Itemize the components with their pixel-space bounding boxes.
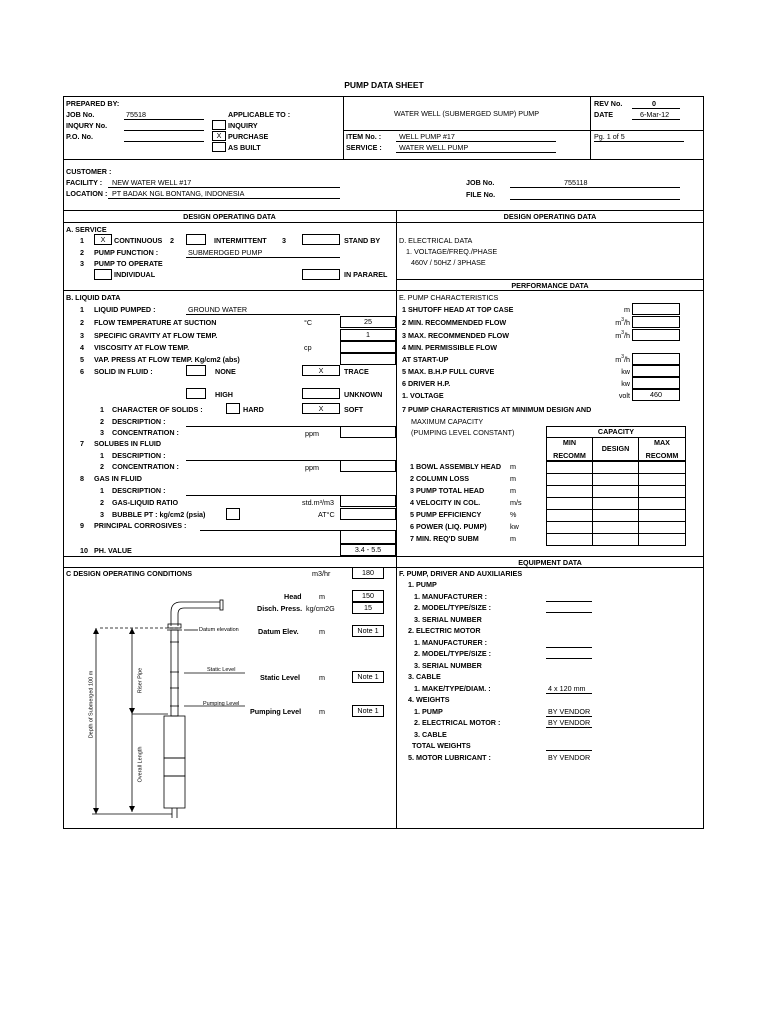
perf-row-field[interactable] xyxy=(632,353,680,365)
underline xyxy=(546,727,592,728)
underline xyxy=(186,495,340,496)
trace-label: TRACE xyxy=(344,367,369,376)
voltage-value: 460V / 50HZ / 3PHASE xyxy=(411,258,486,267)
design-data-left-header: DESIGN OPERATING DATA xyxy=(183,212,276,221)
unit: ppm xyxy=(305,429,319,438)
unit: kw xyxy=(621,379,630,388)
capacity-cell[interactable] xyxy=(638,533,686,546)
equipment-data-header: EQUIPMENT DATA xyxy=(518,558,582,567)
intermittent-label: INTERMITTENT xyxy=(214,236,267,245)
bubble-temp-field[interactable] xyxy=(340,508,396,520)
row-number: 8 xyxy=(80,474,84,483)
row-number: 2 xyxy=(170,236,174,245)
trace-checkbox[interactable]: X xyxy=(302,365,340,376)
row-number: 2 xyxy=(100,417,104,426)
unit: kg/cm2G xyxy=(306,604,335,613)
underline xyxy=(546,716,592,717)
divider xyxy=(63,159,704,160)
perf-row-label: 3 MAX. RECOMMENDED FLOW xyxy=(402,331,510,340)
rev-label: REV No. xyxy=(594,99,623,108)
service-heading: A. SERVICE xyxy=(66,225,107,234)
pump-operate-label: PUMP TO OPERATE xyxy=(94,259,163,268)
underline xyxy=(108,198,340,199)
underline xyxy=(546,658,592,659)
underline xyxy=(124,141,204,142)
individual-label: INDIVIDUAL xyxy=(114,270,156,279)
fig-static-label: Static Level xyxy=(207,667,236,673)
capacity-row-label: 6 POWER (LIQ. PUMP) xyxy=(410,522,487,531)
capacity-row-label: 4 VELOCITY IN COL. xyxy=(410,498,481,507)
purchase-checkbox[interactable]: X xyxy=(212,131,226,141)
motor-top xyxy=(164,758,185,776)
weights-label: 4. WEIGHTS xyxy=(408,695,450,704)
liquid-row-field[interactable] xyxy=(340,353,396,365)
design-data-right-header: DESIGN OPERATING DATA xyxy=(503,212,597,221)
row-number: 4 xyxy=(80,343,84,352)
customer-job-no-label: JOB No. xyxy=(466,178,495,187)
hard-label: HARD xyxy=(243,405,264,414)
column-divider xyxy=(396,210,397,829)
soft-checkbox[interactable]: X xyxy=(302,403,340,414)
inquiry-label: INQUIRY xyxy=(228,121,258,130)
row-number: 1 xyxy=(80,305,84,314)
underline xyxy=(186,314,340,315)
char-solids-label: CHARACTER OF SOLIDS : xyxy=(112,405,203,414)
cable-make-label: 1. MAKE/TYPE/DIAM. : xyxy=(414,684,491,693)
unit: m xyxy=(319,707,325,716)
recomm-header: RECOMM xyxy=(645,451,679,460)
unit: m xyxy=(510,474,516,483)
performance-data-header: PERFORMANCE DATA xyxy=(511,281,589,290)
pumping-value[interactable]: Note 1 xyxy=(352,705,384,717)
pump-label: 1. PUMP xyxy=(408,580,437,589)
underline xyxy=(124,119,204,120)
purchase-label: PURCHASE xyxy=(228,132,269,141)
divider xyxy=(396,567,704,568)
page-title: PUMP DATA SHEET xyxy=(344,80,424,90)
none-checkbox[interactable] xyxy=(186,365,206,376)
unknown-label: UNKNOWN xyxy=(344,390,383,399)
pump-bowl xyxy=(164,716,185,758)
fig-riser-label: Riser Pipe xyxy=(137,667,144,694)
unit: m xyxy=(319,673,325,682)
underline xyxy=(546,612,592,613)
pump-function-label: PUMP FUNCTION : xyxy=(94,248,159,257)
pump-characteristics-heading: E. PUMP CHARACTERISTICS xyxy=(399,293,499,302)
solids-description-label: DESCRIPTION : xyxy=(112,417,166,426)
facility-value: NEW WATER WELL #17 xyxy=(112,178,192,187)
unit: $m^3/h$ xyxy=(615,354,630,364)
liquid-heading: B. LIQUID DATA xyxy=(66,293,121,302)
high-checkbox[interactable] xyxy=(186,388,206,399)
underline xyxy=(396,152,556,153)
row-number: 3 xyxy=(100,510,104,519)
liquid-row-label: VAP. PRESS AT FLOW TEMP. Kg/cm2 (abs) xyxy=(94,355,240,364)
max-capacity-label: MAXIMUM CAPACITY xyxy=(411,417,484,426)
static-value[interactable]: Note 1 xyxy=(352,671,384,683)
row-number: 1 xyxy=(100,486,104,495)
po-no-label: P.O. No. xyxy=(66,132,94,141)
unit: m xyxy=(510,462,516,471)
inquiry-checkbox[interactable] xyxy=(212,120,226,130)
customer-label: CUSTOMER : xyxy=(66,167,112,176)
unit: ppm xyxy=(305,463,319,472)
none-label: NONE xyxy=(215,367,236,376)
underline xyxy=(546,647,592,648)
lubricant-value: BY VENDOR xyxy=(548,753,591,762)
ph-label: PH. VALUE xyxy=(94,546,132,555)
solubes-concentration-label: CONCENTRATION : xyxy=(112,462,179,471)
total-weights-label: TOTAL WEIGHTS xyxy=(412,741,471,750)
unit: m xyxy=(319,627,325,636)
solids-concentration-label: CONCENTRATION : xyxy=(112,428,179,437)
divider xyxy=(343,130,704,131)
individual-checkbox[interactable] xyxy=(94,269,112,280)
standby-label: STAND BY xyxy=(344,236,381,245)
liquid-row-field[interactable]: 1 xyxy=(340,329,396,341)
perf-row-label: 6 DRIVER H.P. xyxy=(402,379,451,388)
perf-row-field[interactable] xyxy=(632,365,680,377)
liquid-row-value: GROUND WATER xyxy=(188,305,248,314)
unit: m xyxy=(510,534,516,543)
unit: m/s xyxy=(510,498,522,507)
flange xyxy=(168,624,181,628)
perf-row-field[interactable] xyxy=(632,316,680,328)
unit: AT°C xyxy=(318,510,335,519)
underline xyxy=(186,460,340,461)
high-label: HIGH xyxy=(215,390,233,399)
underline xyxy=(186,426,340,427)
unit: volt xyxy=(618,391,630,400)
rev-value: 0 xyxy=(652,99,656,108)
underline xyxy=(546,601,592,602)
motor-label: 2. ELECTRIC MOTOR xyxy=(408,626,481,635)
perf-row-field[interactable] xyxy=(632,329,680,341)
unknown-checkbox[interactable] xyxy=(302,388,340,399)
static-label: Static Level xyxy=(260,673,300,682)
liquid-row-label: LIQUID PUMPED : xyxy=(94,305,156,314)
weight-motor-value: BY VENDOR xyxy=(548,718,591,727)
underline xyxy=(108,187,340,188)
unit: kw xyxy=(510,522,519,531)
unit: m3/hr xyxy=(312,569,331,578)
underline xyxy=(546,693,592,694)
customer-job-no-value: 755118 xyxy=(564,178,588,187)
perf-row-label: 1. VOLTAGE xyxy=(402,391,444,400)
motor-model-label: 2. MODEL/TYPE/SIZE : xyxy=(414,649,492,658)
unit: std.m³/m3 xyxy=(302,498,334,507)
discharge-elbow xyxy=(178,608,220,626)
perf-row-field[interactable]: 460 xyxy=(632,389,680,401)
unit: °C xyxy=(304,318,313,327)
solubes-description-label: DESCRIPTION : xyxy=(112,451,166,460)
unit: $m^3/h$ xyxy=(615,317,630,327)
solubes-concentration-field[interactable] xyxy=(340,460,396,472)
continuous-label: CONTINUOUS xyxy=(114,236,163,245)
gas-ratio-field[interactable] xyxy=(340,495,396,507)
pump-model-label: 2. MODEL/TYPE/SIZE : xyxy=(414,603,492,612)
lubricant-label: 5. MOTOR LUBRICANT : xyxy=(408,753,491,762)
divider xyxy=(343,96,344,159)
pump-serial-label: 3. SERIAL NUMBER xyxy=(414,615,482,624)
date-value: 6-Mar-12 xyxy=(640,110,670,119)
flange xyxy=(220,600,223,610)
parallel-label: IN PARAREL xyxy=(344,270,388,279)
motor xyxy=(164,776,185,808)
capacity-header: CAPACITY xyxy=(546,426,686,438)
unit: m xyxy=(319,592,325,601)
design-header: DESIGN xyxy=(601,444,630,453)
unit: kw xyxy=(621,367,630,376)
row-number: 6 xyxy=(80,367,84,376)
underline xyxy=(200,530,340,531)
fig-datum-label: Datum elevation xyxy=(199,627,239,633)
datum-label: Datum Elev. xyxy=(258,627,299,636)
row-number: 1 xyxy=(100,451,104,460)
location-value: PT BADAK NGL BONTANG, INDONESIA xyxy=(112,189,245,198)
date-label: DATE xyxy=(594,110,614,119)
disch-value[interactable]: 15 xyxy=(352,602,384,614)
perf-row-field[interactable] xyxy=(632,377,680,389)
solubes-label: SOLUBES IN FLUID xyxy=(94,439,162,448)
motor-manufacturer-label: 1. MANUFACTURER : xyxy=(414,638,488,647)
row-number: 9 xyxy=(80,521,84,530)
ph-value[interactable]: 3.4 - 5.5 xyxy=(340,544,396,556)
inquiry-no-label: INQURY No. xyxy=(66,121,108,130)
pumping-level-label: (PUMPING LEVEL CONSTANT) xyxy=(411,428,515,437)
divider xyxy=(63,290,704,291)
underline xyxy=(632,119,680,120)
unit: cp xyxy=(304,343,312,352)
underline xyxy=(632,108,680,109)
disch-label: Disch. Press. xyxy=(257,604,303,613)
file-no-label: FILE No. xyxy=(466,190,496,199)
row-number: 3 xyxy=(100,428,104,437)
capacity-row-label: 1 BOWL ASSEMBLY HEAD xyxy=(410,462,502,471)
job-no-label: JOB No. xyxy=(66,110,95,119)
row-number: 5 xyxy=(80,355,84,364)
perf-row-label: 2 MIN. RECOMMENDED FLOW xyxy=(402,318,507,327)
divider xyxy=(396,279,704,280)
electrical-heading: D. ELECTRICAL DATA xyxy=(399,236,473,245)
underline xyxy=(124,130,204,131)
liquid-row-field[interactable] xyxy=(340,341,396,353)
underline xyxy=(186,257,340,258)
row-number: 3 xyxy=(282,236,286,245)
capacity-row-label: 2 COLUMN LOSS xyxy=(410,474,470,483)
perf-row-label: 5 MAX. B.H.P FULL CURVE xyxy=(402,367,495,376)
service-value: WATER WELL PUMP xyxy=(399,143,469,152)
solids-concentration-field[interactable] xyxy=(340,426,396,438)
page-number: Pg. 1 of 5 xyxy=(594,132,625,141)
motor-serial-label: 3. SERIAL NUMBER xyxy=(414,661,482,670)
as-built-label: AS BUILT xyxy=(228,143,261,152)
soft-label: SOFT xyxy=(344,405,364,414)
divider xyxy=(63,556,704,557)
max-header: MAX xyxy=(654,438,670,447)
as-built-checkbox[interactable] xyxy=(212,142,226,152)
intermittent-checkbox[interactable] xyxy=(186,234,206,245)
row-number: 7 xyxy=(80,439,84,448)
liquid-row-label: SPECIFIC GRAVITY AT FLOW TEMP. xyxy=(94,331,218,340)
bubble-point-label: BUBBLE PT : kg/cm2 (psia) xyxy=(112,510,206,519)
unit: m xyxy=(510,486,516,495)
flow-value[interactable]: 180 xyxy=(352,567,384,579)
fig-depth-label: Depth of Submerged 100 m xyxy=(88,670,95,739)
item-no-label: ITEM No. : xyxy=(346,132,382,141)
capacity-cell[interactable] xyxy=(592,533,639,546)
recomm-header: RECOMM xyxy=(553,451,586,460)
weight-pump-label: 1. PUMP xyxy=(414,707,443,716)
row-number: 3 xyxy=(80,331,84,340)
standby-checkbox[interactable] xyxy=(302,234,340,245)
char7-label: 7 PUMP CHARACTERISTICS AT MINIMUM DESIGN AND xyxy=(402,405,592,414)
solid-label: SOLID IN FLUID : xyxy=(94,367,153,376)
liquid-row-field[interactable]: 25 xyxy=(340,316,396,328)
underline xyxy=(510,199,680,200)
facility-label: FACILITY : xyxy=(66,178,103,187)
gas-label: GAS IN FLUID xyxy=(94,474,142,483)
row-number: 2 xyxy=(100,498,104,507)
divider xyxy=(590,96,591,159)
capacity-row-label: 3 PUMP TOTAL HEAD xyxy=(410,486,485,495)
fig-pumping-label: Pumping Level xyxy=(203,701,240,707)
job-no-value: 75518 xyxy=(126,110,146,119)
cable-label: 3. CABLE xyxy=(408,672,441,681)
underline xyxy=(546,750,592,751)
perf-row-label: 1 SHUTOFF HEAD AT TOP CASE xyxy=(402,305,514,314)
pump-manufacturer-label: 1. MANUFACTURER : xyxy=(414,592,488,601)
perf-row-field[interactable] xyxy=(632,303,680,315)
item-no-value: WELL PUMP #17 xyxy=(399,132,455,141)
min-header: MIN xyxy=(562,438,577,447)
perf-row-label: 4 MIN. PERMISSIBLE FLOW xyxy=(402,343,498,352)
corrosives-label: PRINCIPAL CORROSIVES : xyxy=(94,521,187,530)
unit: $m^3/h$ xyxy=(615,330,630,340)
head-value[interactable]: 150 xyxy=(352,590,384,602)
voltage-label: 1. VOLTAGE/FREQ./PHASE xyxy=(406,247,498,256)
bubble-point-field[interactable] xyxy=(226,508,240,520)
row-number: 1 xyxy=(80,236,84,245)
continuous-checkbox[interactable]: X xyxy=(94,234,112,245)
divider xyxy=(63,210,704,211)
row-number: 2 xyxy=(100,462,104,471)
gas-description-label: DESCRIPTION : xyxy=(112,486,166,495)
datum-value[interactable]: Note 1 xyxy=(352,625,384,637)
head-label: Head xyxy=(284,592,302,601)
corrosives-field[interactable] xyxy=(340,530,396,544)
fig-overall-label: Overall Length xyxy=(137,746,144,783)
weight-pump-value: BY VENDOR xyxy=(548,707,591,716)
row-number: 1 xyxy=(100,405,104,414)
underline xyxy=(510,187,680,188)
capacity-cell[interactable] xyxy=(546,533,593,546)
unit: m xyxy=(624,305,630,314)
riser-pipe xyxy=(171,630,178,716)
divider xyxy=(63,222,704,223)
unit: % xyxy=(510,510,517,519)
gas-ratio-label: GAS-LIQUID RATIO xyxy=(112,498,179,507)
equipment-heading: F. PUMP, DRIVER AND AUXILIARIES xyxy=(399,569,523,578)
divider xyxy=(63,567,396,568)
row-number: 3 xyxy=(80,259,84,268)
service-label: SERVICE : xyxy=(346,143,382,152)
underline xyxy=(594,141,684,142)
liquid-row-label: VISCOSITY AT FLOW TEMP. xyxy=(94,343,190,352)
row-number: 2 xyxy=(80,248,84,257)
prepared-by-label: PREPARED BY: xyxy=(66,99,120,108)
weight-motor-label: 2. ELECTRICAL MOTOR : xyxy=(414,718,501,727)
applicable-to-label: APPLICABLE TO : xyxy=(228,110,291,119)
row-number: 2 xyxy=(80,318,84,327)
perf-row-label: AT START-UP xyxy=(402,355,449,364)
pump-type: WATER WELL (SUBMERGED SUMP) PUMP xyxy=(393,109,540,118)
capacity-row-label: 7 MIN. REQ'D SUBM xyxy=(410,534,479,543)
liquid-row-label: FLOW TEMPERATURE AT SUCTION xyxy=(94,318,217,327)
hard-checkbox[interactable] xyxy=(226,403,240,414)
conditions-heading: C DESIGN OPERATING CONDITIONS xyxy=(66,569,193,578)
weight-cable-label: 3. CABLE xyxy=(414,730,447,739)
pump-function-value: SUBMERDGED PUMP xyxy=(188,248,263,257)
pumping-label: Pumping Level xyxy=(250,707,302,716)
capacity-row-label: 5 PUMP EFFICIENCY xyxy=(410,510,482,519)
row-number: 10 xyxy=(80,546,88,555)
location-label: LOCATION : xyxy=(66,189,108,198)
underline xyxy=(396,141,556,142)
parallel-checkbox[interactable] xyxy=(302,269,340,280)
cable-value: 4 x 120 mm xyxy=(548,684,586,693)
